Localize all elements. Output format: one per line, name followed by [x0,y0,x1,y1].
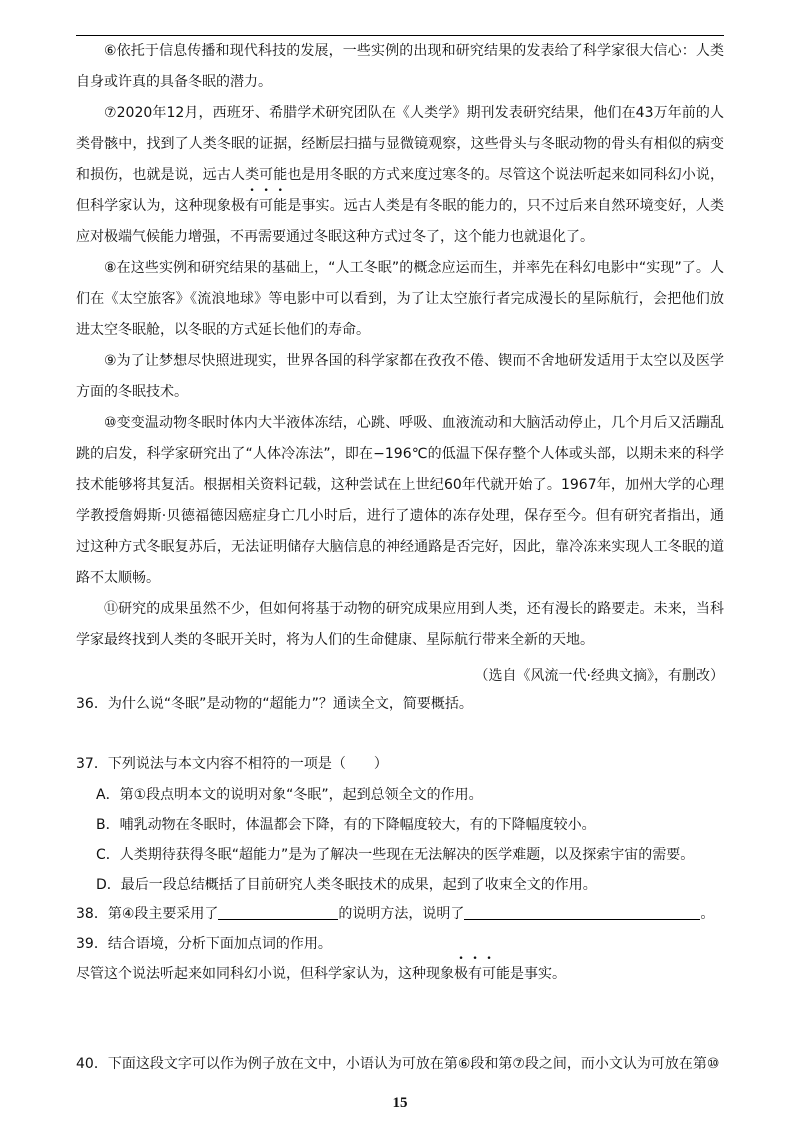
question-39-text-before: 尽管这个说法听起来如同科幻小说，但科学家认为，这种现象 [76,966,454,982]
option-d: D．最后一段总结概括了目前研究人类冬眠技术的成果，起到了收束全文的作用。 [96,877,597,893]
dotted-char: 极 [230,198,246,214]
question-39: 39．结合语境，分析下面加点词的作用。 [76,936,332,952]
paragraph-9: ⑨为了让梦想尽快照进现实，世界各国的科学家都在孜孜不倦、锲而不舍地研发适用于太空以及医学方面的冬眠技术。 [76,353,724,400]
question-39-text-after: 能是事实。 [496,966,566,982]
question-40: 40．下面这段文字可以作为例子放在文中，小语认为可放在第⑥段和第⑦段之间，而小文认为可放在第⑩ [76,1056,720,1072]
dotted-char: 极 [454,966,468,982]
option-a: A．第①段点明本文的说明对象“冬眠”，起到总领全文的作用。 [96,787,483,803]
answer-blank-2[interactable] [464,905,700,920]
question-38-text-b: 的说明方法，说明了 [338,906,465,922]
paragraph-11: ⑪研究的成果虽然不少，但如何将基于动物的研究成果应用到人类，还有漫长的路要走。未来，当科学家最终找到人类的冬眠开关时，将为人们的生命健康、星际航行带来全新的天地。 [76,601,724,648]
question-38 [76,904,736,924]
dotted-char: 有 [245,198,260,214]
answer-blank-1[interactable] [218,905,338,920]
paragraph-10: ⑩变变温动物冬眠时体内大半液体冻结，心跳、呼吸、血液流动和大脑活动停止，几个月后又活蹦乱跳的启发，科学家研究出了“人体冷冻法”，即在−196℃的低温下保存整个人体或头部，以期未来的科学技术能够将其复活。根据相关资料记载，这种尝试在上世纪60年代就开始了。1967年，加州大学的心理学教授詹姆斯·贝德福德因癌症身亡几小时后，进行了遗体的冻存处理，保存至今。但有研究者指出，通过这种方式冬眠复苏后，无法证明储存大脑信息的神经通路是否完好，因此，靠冷冻来实现人工冬眠的道路不太顺畅。 [76,415,724,586]
paragraph-8: ⑧在这些实例和研究结果的基础上，“人工冬眠”的概念应运而生，并率先在科幻电影中“实现”了。人们在《太空旅客》《流浪地球》等电影中可以看到，为了让太空旅行者完成漫长的星际航行，会把他们放进太空冬眠舱，以冬眠的方式延长他们的寿命。 [76,260,724,338]
dotted-char: 可 [259,198,274,214]
option-c: C．人类期待获得冬眠“超能力”是为了解决一些现在无法解决的医学难题，以及探索宇宙的需要。 [96,847,695,863]
question-38-text-c: 。 [700,906,715,922]
source-citation: （选自《风流一代·经典文摘》，有删改） [474,668,724,684]
paragraph-6: ⑥依托于信息传播和现代科技的发展，一些实例的出现和研究结果的发表给了科学家很大信心：人类自身或许真的具备冬眠的潜力。 [76,43,724,90]
option-b: B．哺乳动物在冬眠时，体温都会下降，有的下降幅度较大，有的下降幅度较小。 [96,817,596,833]
question-39-sentence [76,964,736,984]
page-number: 15 [392,1095,408,1111]
dotted-char: 可 [482,966,496,982]
paragraph-7 [76,98,724,253]
question-38-text-a: 38．第④段主要采用了 [76,906,219,922]
paragraph-7-text-before: ⑦2020年12月，西班牙、希腊学术研究团队在《人类学》期刊发表研究结果，他们在43万年前的人类骨骸中，找到了人类冬眠的证据，经断层扫描与显微镜观察，这些骨头与冬眠动物的骨头有相似的病变和损伤，也就是说，远古人类可能也是用冬眠的方式来度过寒冬的。尽管这个说法听起来如同科幻小说，但科学家认为，这种现象 [76,105,724,214]
question-37: 37．下列说法与本文内容不相符的一项是（ ） [76,756,388,772]
paragraph-7-text-after: 能是事实。远古人类是有冬眠的能力的，只不过后来自然环境变好，人类应对极端气候能力增强，不再需要通过冬眠这种方式过冬了，这个能力也就退化了。 [76,198,725,245]
dotted-char: 有 [468,966,482,982]
question-36: 36．为什么说“冬眠”是动物的“超能力”？通读全文，简要概括。 [76,696,473,712]
